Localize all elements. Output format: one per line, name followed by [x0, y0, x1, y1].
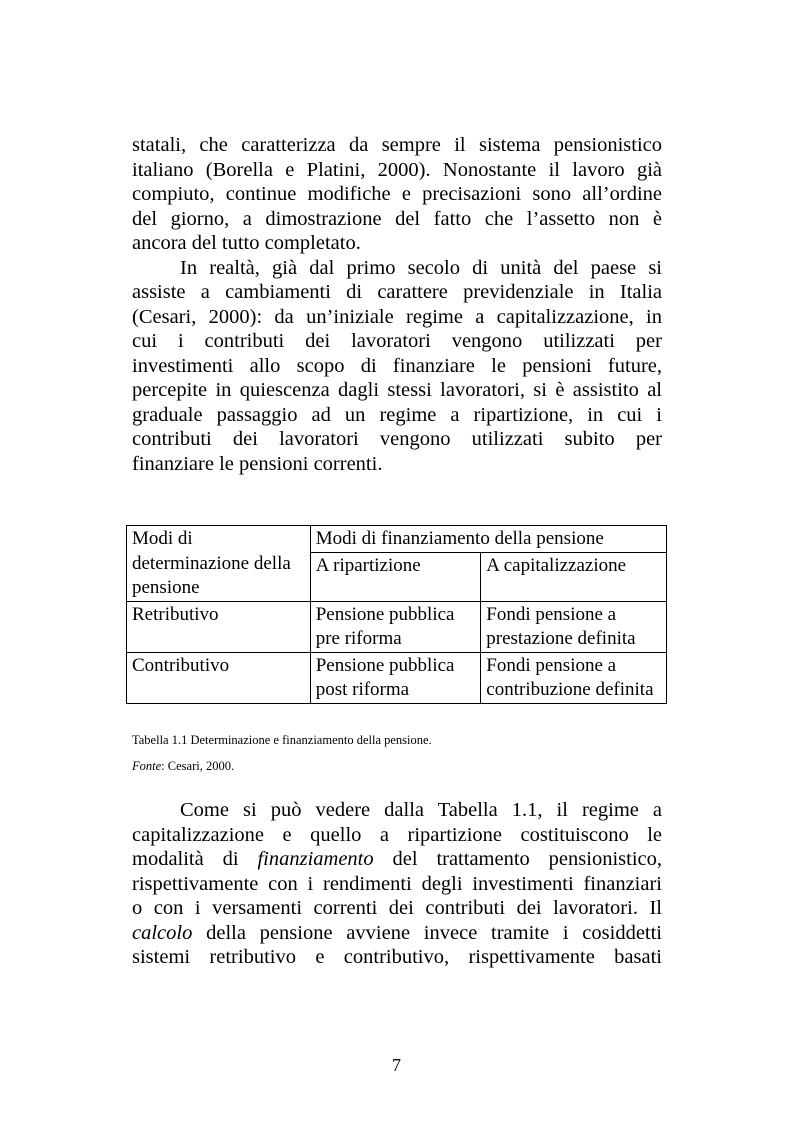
table-source-label: Fonte	[132, 759, 162, 773]
page-number: 7	[392, 1055, 401, 1075]
table-row-label-contributivo: Contributivo	[127, 652, 311, 703]
paragraph-3-line-2: capitalizzazione e quello a ripartizione costituiscono le	[132, 823, 662, 846]
paragraph-2-line-5: investimenti allo scopo di finanziare le pensioni future,	[132, 354, 662, 377]
table-cell-retributivo-ripartizione: Pensione pubblica pre riforma	[310, 601, 481, 652]
pension-table	[126, 525, 667, 704]
table-caption: Tabella 1.1 Determinazione e finanziamento della pensione.	[132, 733, 432, 747]
table-col-ripartizione: A ripartizione	[310, 552, 481, 601]
paragraph-2-line-8: contributi dei lavoratori vengono utilizzati subito per	[132, 428, 662, 450]
paragraph-1-line-5: ancora del tutto completato.	[132, 232, 361, 254]
paragraph-2-line-3: (Cesari, 2000): da un’iniziale regime a capitalizzazione, in	[132, 305, 662, 328]
paragraph-1-line-4: del giorno, a dimostrazione del fatto che l’assetto non è	[132, 207, 662, 230]
table-row-header-title: Modi di determinazione della pensione	[127, 526, 311, 602]
paragraph-3-line-6	[132, 921, 662, 946]
paragraph-2-line-7: graduale passaggio ad un regime a ripartizione, in cui i	[132, 403, 662, 426]
paragraph-3-line-4: rispettivamente con i rendimenti degli investimenti finanziari	[132, 872, 662, 895]
emphasis-calcolo: calcolo	[132, 921, 193, 944]
paragraph-3-line-5: o con i versamenti correnti dei contributi dei lavoratori. Il	[132, 897, 662, 919]
table-cell-retributivo-capitalizzazione: Fondi pensione a prestazione definita	[481, 601, 667, 652]
paragraph-2-line-4: cui i contributi dei lavoratori vengono utilizzati per	[132, 330, 662, 352]
paragraph-2-line-2: assiste a cambiamenti di carattere previdenziale in Italia	[132, 281, 662, 303]
table-source	[132, 759, 234, 774]
paragraph-2-line-1: In realtà, già dal primo secolo di unità del paese si	[180, 256, 662, 279]
paragraph-3-line-7: sistemi retributivo e contributivo, rispettivamente basati	[132, 946, 662, 968]
paragraph-3-line-3-part-a: modalità di	[132, 848, 258, 870]
table-cell-contributivo-ripartizione: Pensione pubblica post riforma	[310, 652, 481, 703]
table-source-text: : Cesari, 2000.	[161, 759, 235, 773]
paragraph-3-line-6-part-b: della pensione avviene invece tramite i cosiddetti	[192, 921, 662, 944]
paragraph-1-line-1: statali, che caratterizza da sempre il sistema pensionistico	[132, 134, 662, 156]
emphasis-finanziamento: finanziamento	[257, 848, 374, 870]
paragraph-2-line-6: percepite in quiescenza dagli stessi lavoratori, si è assistito al	[132, 379, 662, 401]
table-group-header: Modi di finanziamento della pensione	[310, 526, 666, 553]
paragraph-3-line-3	[132, 847, 662, 872]
paragraph-1-line-3: compiuto, continue modifiche e precisazioni sono all’ordine	[132, 183, 662, 205]
table-col-capitalizzazione: A capitalizzazione	[481, 552, 667, 601]
table-row-label-retributivo: Retributivo	[127, 601, 311, 652]
paragraph-2-line-9: finanziare le pensioni correnti.	[132, 452, 383, 475]
paragraph-3-line-3-part-b: del trattamento pensionistico,	[373, 848, 662, 870]
table-cell-contributivo-capitalizzazione: Fondi pensione a contribuzione definita	[481, 652, 667, 703]
paragraph-3-line-1: Come si può vedere dalla Tabella 1.1, il regime a	[180, 799, 662, 821]
paragraph-1-line-2: italiano (Borella e Platini, 2000). Nonostante il lavoro già	[132, 158, 662, 181]
